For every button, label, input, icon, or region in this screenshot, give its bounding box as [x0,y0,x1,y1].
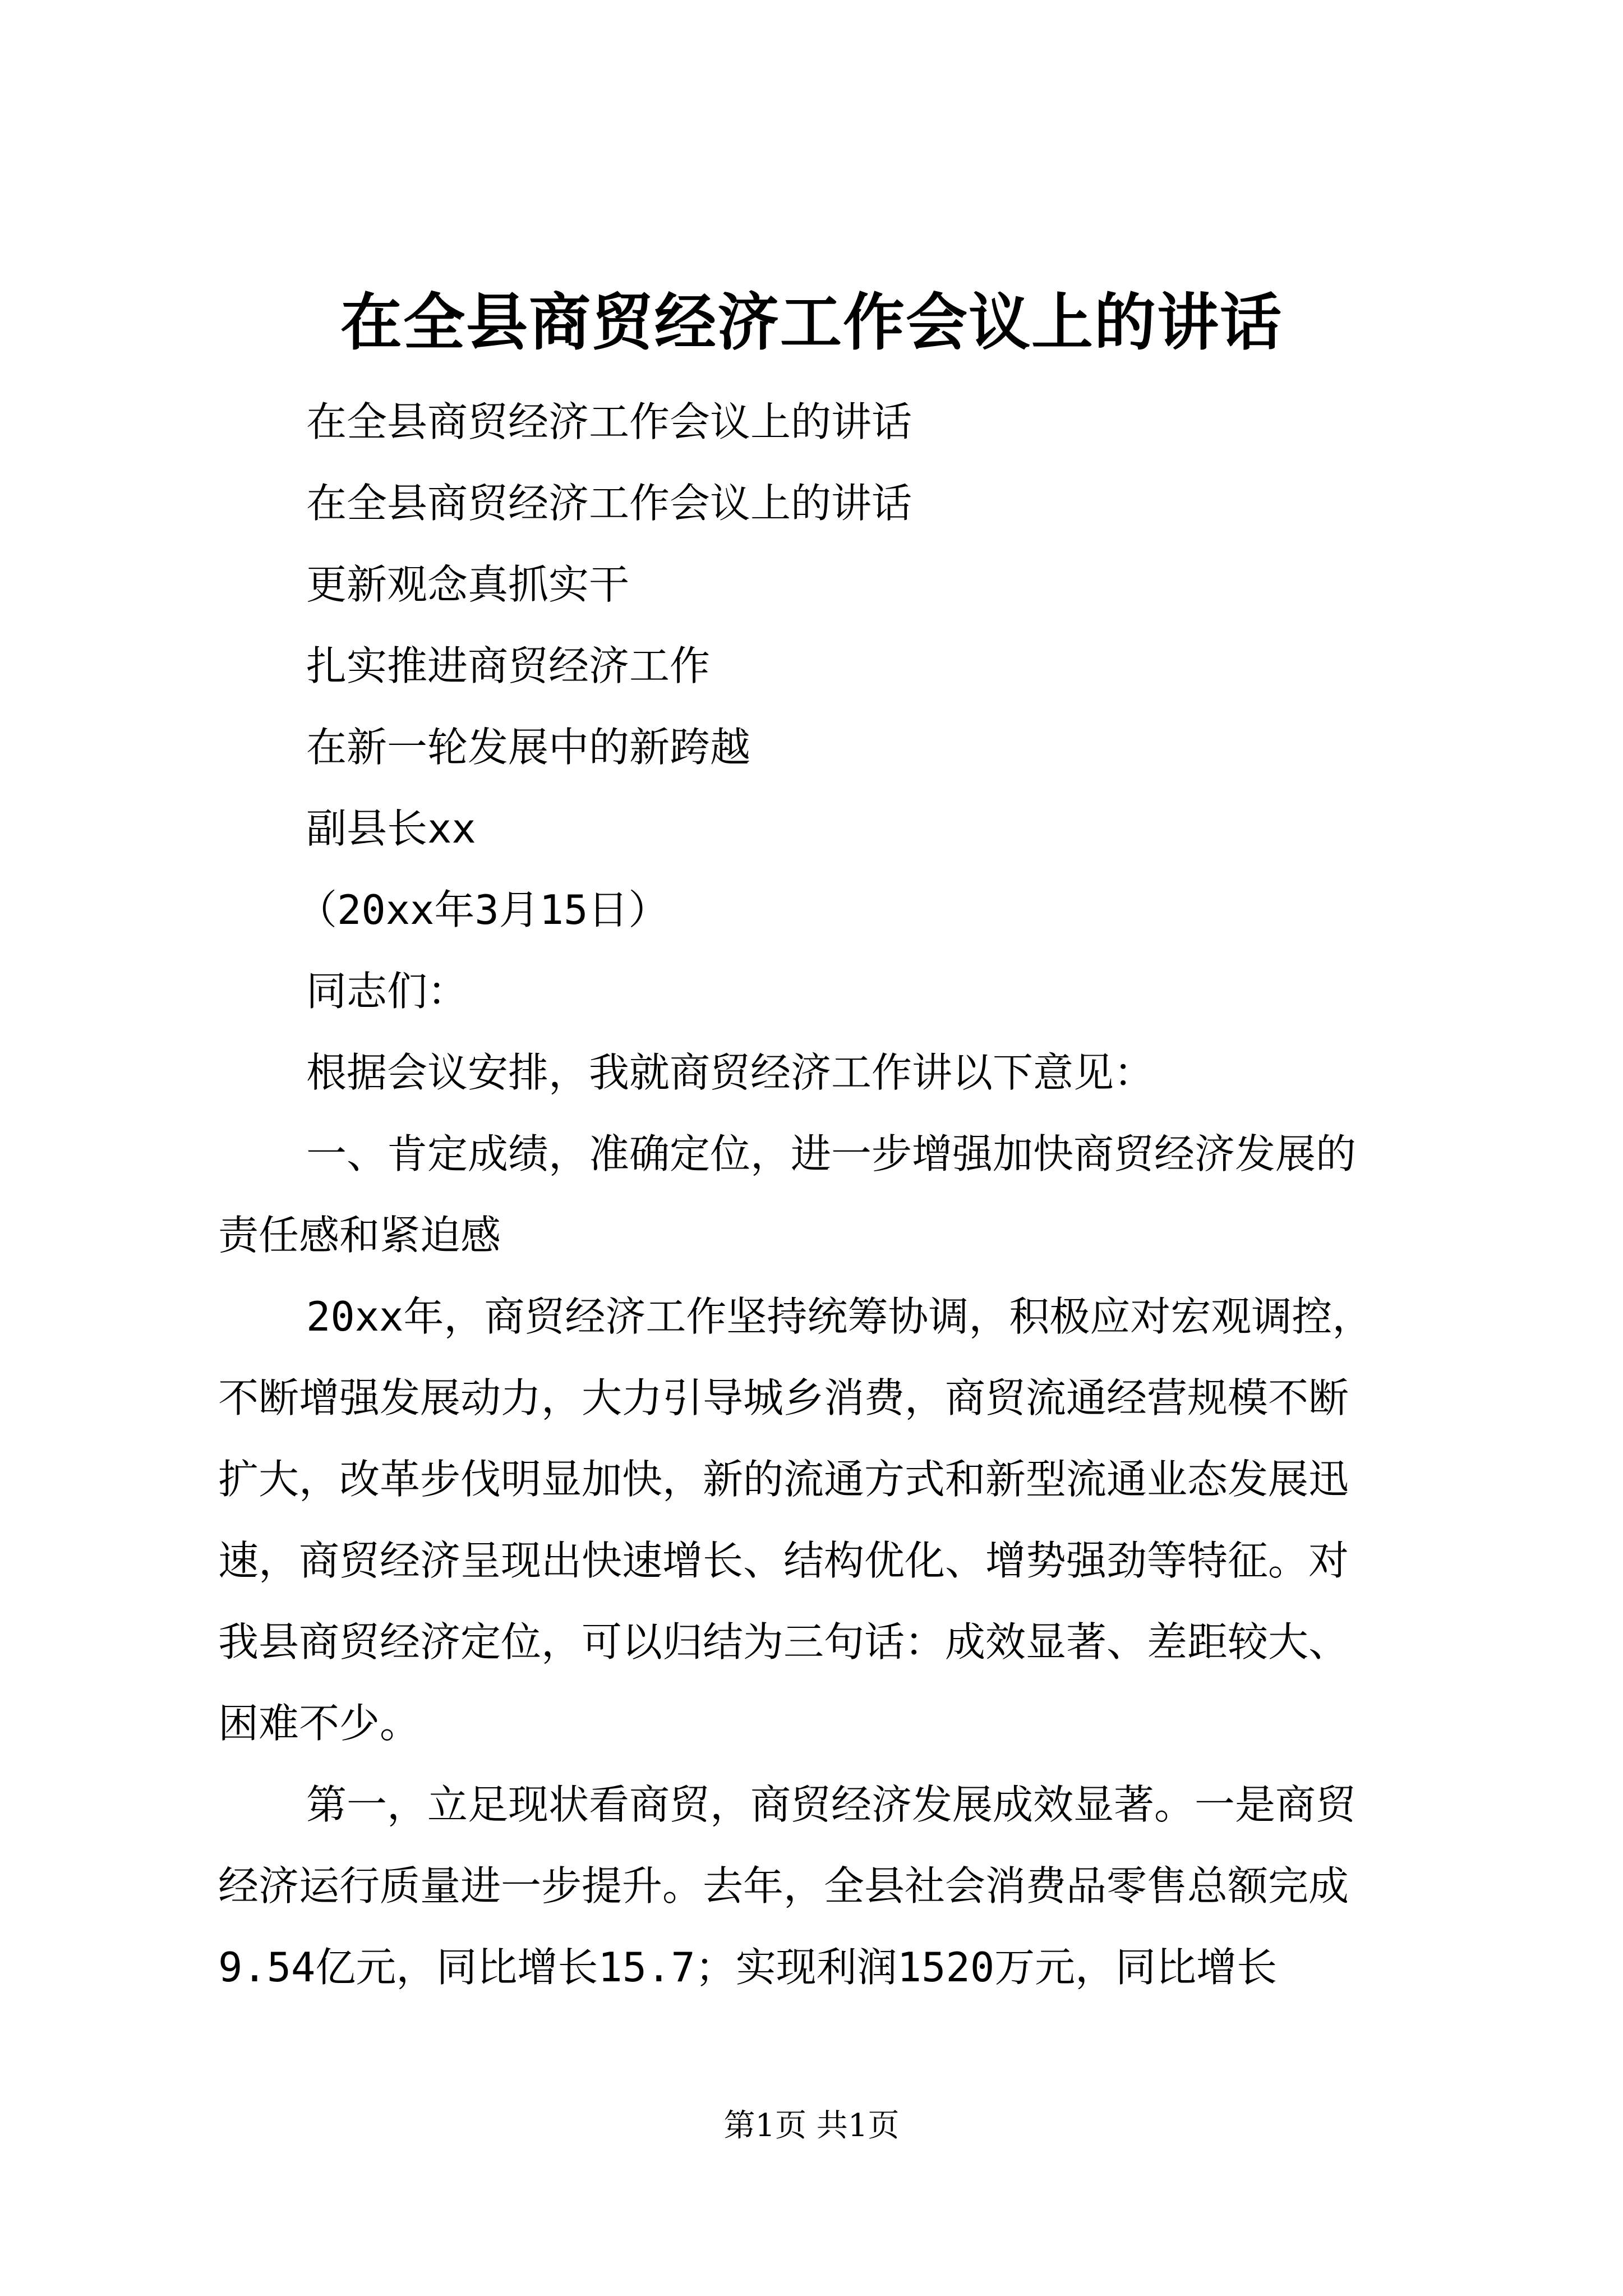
body-line: 9.54亿元，同比增长15.7；实现利润1520万元，同比增长 [218,1944,1278,1991]
body-line: 我县商贸经济定位，可以归结为三句话：成效显著、差距较大、 [218,1618,1349,1665]
body-line: 20xx年，商贸经济工作坚持统筹协调，积极应对宏观调控， [306,1293,1373,1340]
body-line: 经济运行质量进一步提升。去年，全县社会消费品零售总额完成 [218,1862,1349,1910]
body-line: 困难不少。 [218,1700,421,1747]
body-line: （20xx年3月15日） [297,886,669,933]
body-line: 更新观念真抓实干 [306,561,630,608]
body-line: 根据会议安排，我就商贸经济工作讲以下意见： [306,1049,1155,1096]
body-line: 在新一轮发展中的新跨越 [306,724,751,771]
body-line: 第一，立足现状看商贸，商贸经济发展成效显著。一是商贸 [306,1781,1357,1828]
body-line: 在全县商贸经济工作会议上的讲话 [306,480,912,527]
body-line: 在全县商贸经济工作会议上的讲话 [306,398,912,445]
body-line: 责任感和紧迫感 [218,1212,501,1259]
body-line: 不断增强发展动力，大力引导城乡消费，商贸流通经营规模不断 [218,1374,1349,1421]
body-line: 副县长xx [306,805,476,852]
body-line: 速，商贸经济呈现出快速增长、结构优化、增势强劲等特征。对 [218,1537,1349,1584]
body-line: 扎实推进商贸经济工作 [306,642,711,689]
body-line: 扩大，改革步伐明显加快，新的流通方式和新型流通业态发展迅 [218,1456,1349,1503]
body-line: 同志们： [306,968,468,1015]
page-footer: 第1页 共1页 [723,2108,900,2144]
body-line: 一、肯定成绩，准确定位，进一步增强加快商贸经济发展的 [306,1130,1357,1177]
document-title: 在全县商贸经济工作会议上的讲话 [340,286,1283,358]
